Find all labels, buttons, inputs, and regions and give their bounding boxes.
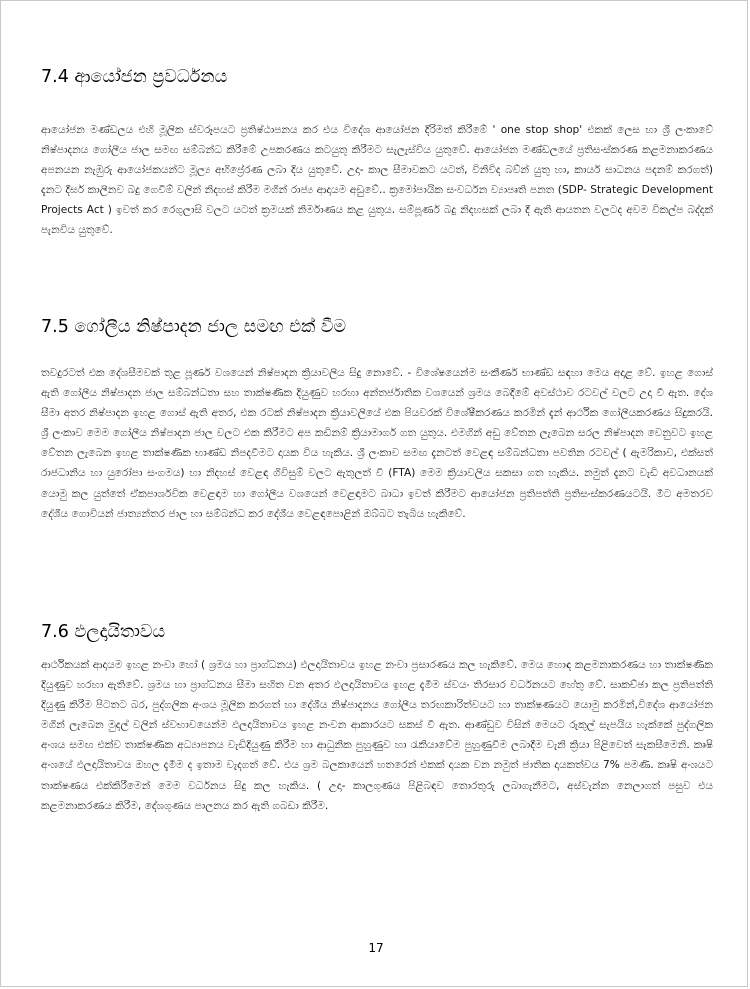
section-heading-7-6: 7.6 ඵලදායිතාවය: [41, 622, 166, 642]
section-paragraph-7-4: ආයෝජන මණ්ඩලය එහි මූලික ස්වරූපයට ප්‍රතිෂ්ඨාපනය කර එය විදේශ ආයෝජන දිරිමත් කිරීමේ ' one stop shop' එකක් ලෙස හා ශ්‍රී ලංකාවේ නිෂ්පාදනය ගෝලීය ජාල සමඟ සම්බන්ධ කිරීමේ උපකරණය කටයුතු කිරීමට සැලැස්විය යුතුවේ. ආයෝජන මණ්ඩලයේ ප්‍රතිසංස්කරණ කළමනාකරණය අපනයන නැඹුරු ආයෝජකයන්ට මූල්‍ය අභිප්‍රේරණ ලබා දිය යුතුවේ. උදා- කාල සීමාවකට යටත්, විනිවිද බව්න් යුතු හා, කාර්ය සාධනය පදනම් කරගත්) දැනට දීර්ඝ කාලීනව බදු ගෙවීම් වලින් නිදහස් කිරීම මගින් රාජ්‍ය ආදායම අඩුවේ.. ක්‍රමෝපායික සංවර්ධන ව්‍යාපෘති පනත (SDP- Strategic Development Projects Act ) ඉවත් කර රෙගුලාසි වලට යටත් ක්‍රමයක් නිර්මාණය කළ යුතුය. සම්පූර්ණ බදු නිදහසක් ලබා දී ඇති ආයතන වලටද අවම විකල්ප බද්දක් පැනවිය යුතුවේ.: [41, 124, 713, 237]
section-heading-7-4: 7.4 ආයෝජන ප්‍රවර්ධනය: [41, 67, 228, 87]
section-paragraph-7-6: ආර්ථිකයක් ආදායම ඉහළ නංවා හෝ ( ශ්‍රමය හා ප්‍රාග්ධනය) ඵලදායිතාවය ඉහළ නංවා ප්‍රසාරණය කල හැකිවේ. මෙය හොඳ කළමනාකරණය හා තාක්ෂණික දියුණුව හරහා ඇතිවේ. ශ්‍රමය හා ප්‍රාග්ධනය සීමා සහිත වන අතර ඵලදායිතාවය ඉහළ දැමීම ස්වයං තිරසාර වර්ධනයට හේතු වේ. සාකච්ඡා කල ප්‍රතිපත්ති දියුණු කිරීම පිටතට බර, පුද්ගලික අංශය මූලික කරගත් හා දේශීය නිෂ්පාදනය ගෝලීය තරඟකාරිත්වයට හා තාක්ෂණයට යොමු කරමින්,විදේශ ආයෝජන මගින් ලැබෙන මුදල් වලින් ස්වභාවයෙන්ම ඵලදායිතාවය ඉහළ නංවන ආකාරයට සකස් වී ඇත. ආණ්ඩුව විසින් මෙයට රුකුල් සැපයිය හැක්කේ පුද්ගලික අංශය සමඟ එක්ව තාක්ෂණික අධ්‍යාපනය වැඩිදියුණු කිරීම හා ආධුනික පුහුණුව හා රැකියාවේම පුහුණුවීම ලබාදීම වැනි ක්‍රියා පිළිවෙත් සැකසීමෙනි. කෘෂි අංශයේ ඵලදායිතාවය ඔහල දැමීම ද ඉතාම වැදගත් වේ. එය ශ්‍රම බලකායෙන් හතරෙන් එකක් දායක වන නමුත් ජාතික දායකත්වය 7% පමණි. කෘෂි අංශයට තාක්ෂණය එක්කිරීමෙන් මෙම වර්ධනය සිදු කල හැකිය. ( උදා- කාලගුණය පිළිබඳව තොරතුරු ලබාගැනීමට, අස්වැන්න නෙලාගත් පසුව එය කළමනාකරණය කිරීම, දේශගුණය පාලනය කර ඇති ගබඩා කිරීම.: [41, 659, 713, 812]
section-heading-7-5: 7.5 ගෝලීය නිෂ්පාදන ජාල සමඟ එක් වීම: [41, 317, 347, 337]
section-paragraph-7-5: තවදුරටත් එක දේශසීමවක් තුළ පූර්ණ වශයෙන් නිෂ්පාදන ක්‍රියාවලිය සිදු නොවේ. - විශේෂයෙන්ම සංකීර්ණ භාණ්ඩ සඳහා මෙය අදාළ වේ. ඉහළ ගොස් ඇති ගෝලීය නිෂ්පාදන ජාල සම්බන්ධතා සහ තාක්ෂණික දියුණුව හරහා අන්තර්ජාතික වශයෙන් ශ්‍රමය බෙදීමේ අවස්ථාව රටවල් වලට උදා වී ඇත. දේශ සීමා අතර නිෂ්පාදන ඉහළ ගොස් ඇති අතර, එක රටක් නිෂ්පාදන ක්‍රියාවලියේ එක පියවරක් විශේෂීකරණය කරමින් දැන් ආර්ථික ගෝලීයකරණය සිදුකරයි. ශ්‍රී ලංකාව මෙම ගෝලීය නිෂ්පාදන ජාල වලට එක කිරීමට අප කඩිනම් ක්‍රියාමාර්ග ගත යුතුය. එමගින් අඩු වේතන ලැබෙන සරල නිෂ්පාදන වෙනුවට ඉහළ වේතන ලැබෙන ඉහළ තාක්ෂණික භාණ්ඩ නිපදවීමට දායක විය හැකිය. ශ්‍රී ලංකාව සමඟ දැනටත් වෙළඳ සම්බන්ධතා පවතින රටවල් ( ඇමරිකාව, එක්සත් රාජධානිය හා යුරෝපා සංගමය) හා නිදහස් වෙළඳ ගිවිසුම් වලට ඇතුලත් වී (FTA) මෙම ක්‍රියාවලිය සකසා ගත හැකිය. නමුත් දැනට වැඩි අවධානයක් යොමු කල යුත්තේ ඒකපාර්ශවික වෙළඳාම හා ගෝලීය වශයෙන් වෙළඳාමට බාධා ඉවත් කිරීමට ආයෝජන ප්‍රතිපත්ති ප්‍රතිසංස්කරණයටයි. මීට අමතරව දේශීය ගොවියන් ජාත්‍යන්තර ජාල හා සම්බන්ධ කර දේශීය වෙළඳපොළින් ඔබ්බට තැබිය හැකිවේ.: [41, 367, 713, 520]
page-number: 17: [368, 941, 384, 955]
